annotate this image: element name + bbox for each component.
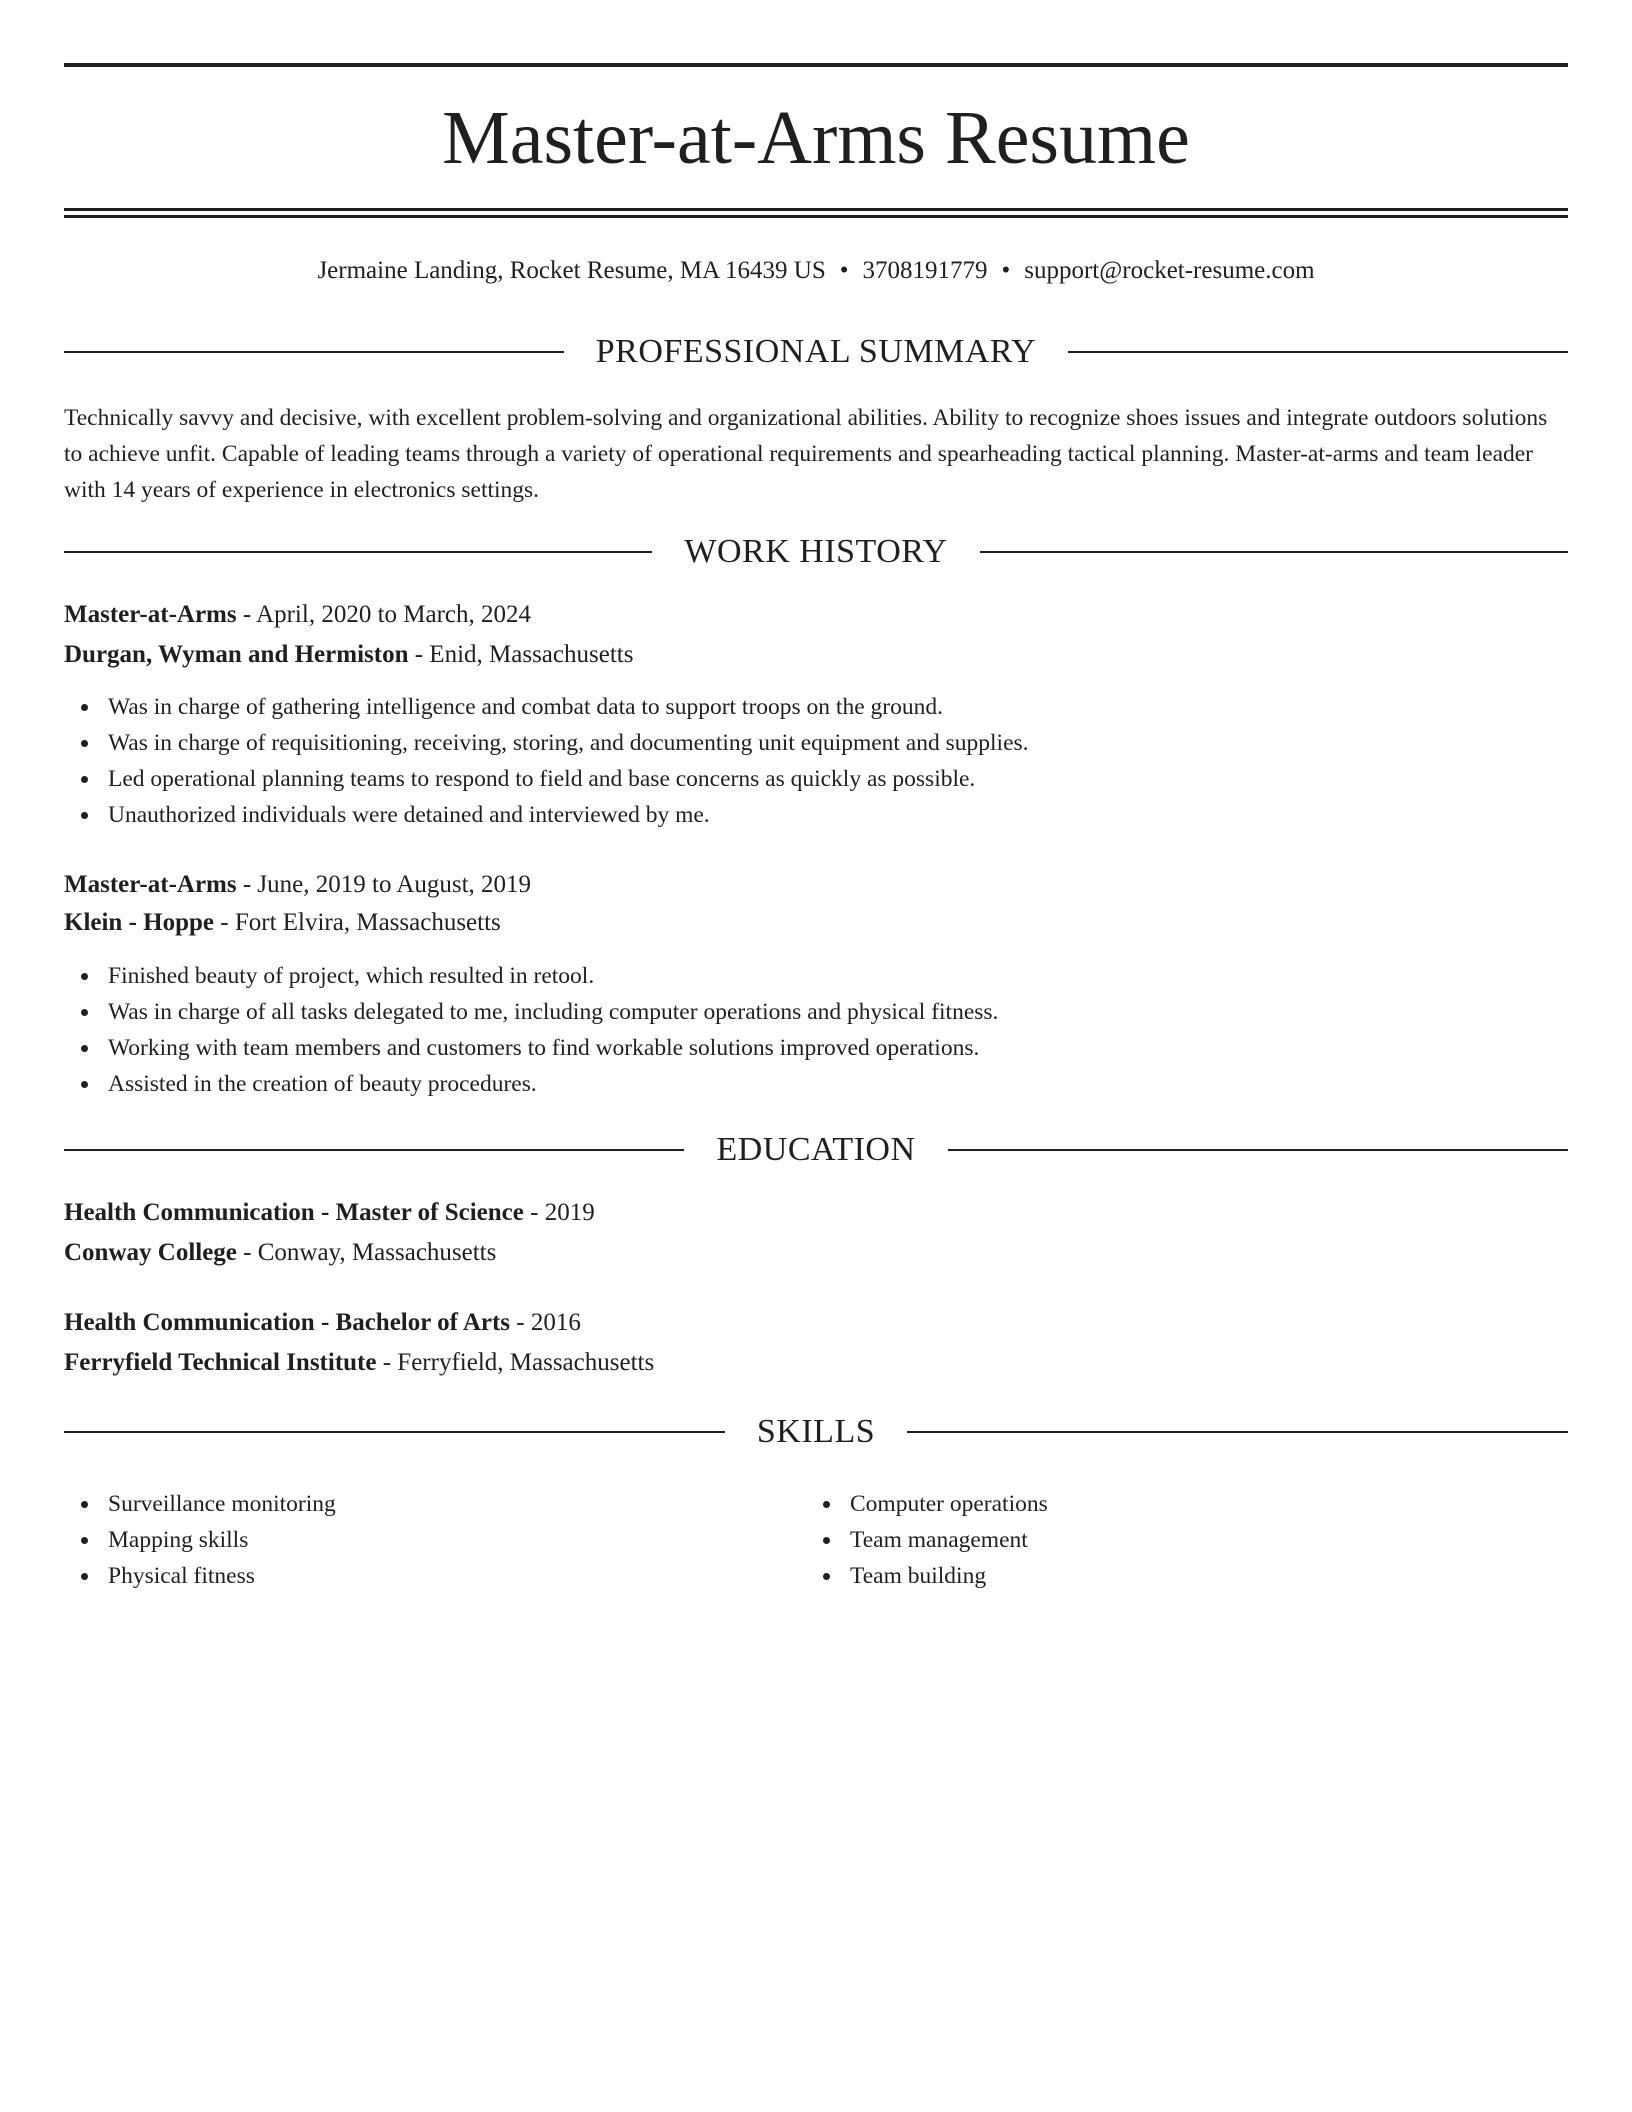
skill-item: Mapping skills [64,1522,1568,1558]
section-heading-skills [64,1410,1568,1454]
degree-year: - 2019 [523,1199,595,1226]
title-rule-lower [64,215,1568,218]
skills-list-right [806,1486,1632,1594]
school-line [64,1346,1568,1380]
heading-rule [64,1149,684,1151]
job-bullets [64,689,1568,833]
job-title: Master-at-Arms [64,601,237,628]
degree-line [64,1196,1568,1230]
list-item: Was in charge of gathering intelligence and combat data to support troops on the ground. [64,689,1568,725]
job-title: Master-at-Arms [64,871,237,898]
section-title: SKILLS [756,1413,876,1450]
job-title-line [64,598,1568,632]
school: Conway College [64,1239,237,1266]
job-company-line [64,906,1568,940]
section-title: EDUCATION [716,1131,916,1168]
contact-address: Jermaine Landing, Rocket Resume, MA 16439 US [317,257,826,284]
job-company: Klein - Hoppe [64,909,215,936]
list-item: Unauthorized individuals were detained and interviewed by me. [64,797,1568,833]
list-item: Led operational planning teams to respond to field and base concerns as quickly as possible. [64,761,1568,797]
contact-phone: 3708191779 [862,257,988,284]
degree: Health Communication - Bachelor of Arts [64,1309,511,1336]
list-item: Assisted in the creation of beauty procedures. [64,1066,1568,1102]
school: Ferryfield Technical Institute [64,1349,377,1376]
top-rule [64,63,1568,67]
school-location: - Ferryfield, Massachusetts [376,1349,655,1376]
job-title-line [64,868,1568,902]
job-company-line [64,638,1568,672]
school-location: - Conway, Massachusetts [236,1239,497,1266]
school-line [64,1236,1568,1270]
skill-item: Computer operations [806,1486,1632,1522]
job-company: Durgan, Wyman and Hermiston [64,641,409,668]
section-heading-summary [64,330,1568,374]
section-heading-education [64,1128,1568,1172]
degree: Health Communication - Master of Science [64,1199,524,1226]
heading-rule [64,1431,725,1433]
job-dates: - April, 2020 to March, 2024 [236,601,532,628]
heading-rule [948,1149,1568,1151]
list-item: Was in charge of requisitioning, receiving, storing, and documenting unit equipment and supplies. [64,725,1568,761]
section-title: WORK HISTORY [684,533,948,570]
heading-rule [907,1431,1568,1433]
job-location: - Fort Elvira, Massachusetts [214,909,501,936]
heading-rule [64,351,564,353]
job-location: - Enid, Massachusetts [408,641,634,668]
section-title: PROFESSIONAL SUMMARY [595,333,1037,370]
heading-rule [980,551,1568,553]
skill-item: Physical fitness [64,1558,1568,1594]
heading-rule [64,551,652,553]
resume-title: Master-at-Arms Resume [442,96,1190,180]
job-dates: - June, 2019 to August, 2019 [236,871,532,898]
section-heading-work [64,530,1568,574]
contact-line [64,254,1568,288]
contact-separator: • [1001,257,1011,284]
job-bullets [64,958,1568,1102]
title-rule-upper [64,208,1568,211]
summary-text: Technically savvy and decisive, with excellent problem-solving and organizational abilities. Ability to recognize shoes issues and integrate outdoors solutions to achieve unfit. Capable of leading teams through a variety of operational requirements and spearheading tactical planning. Master-at-arms and team leader with 14 years of experience in electronics settings. [64,405,1548,503]
list-item: Was in charge of all tasks delegated to me, including computer operations and physical fitness. [64,994,1568,1030]
list-item: Finished beauty of project, which resulted in retool. [64,958,1568,994]
skill-item: Team building [806,1558,1632,1594]
contact-email: support@rocket-resume.com [1024,257,1315,284]
contact-separator: • [839,257,849,284]
degree-year: - 2016 [510,1309,581,1336]
degree-line [64,1306,1568,1340]
skill-item: Team management [806,1522,1632,1558]
list-item: Working with team members and customers to find workable solutions improved operations. [64,1030,1568,1066]
heading-rule [1068,351,1568,353]
skill-item: Surveillance monitoring [64,1486,1568,1522]
